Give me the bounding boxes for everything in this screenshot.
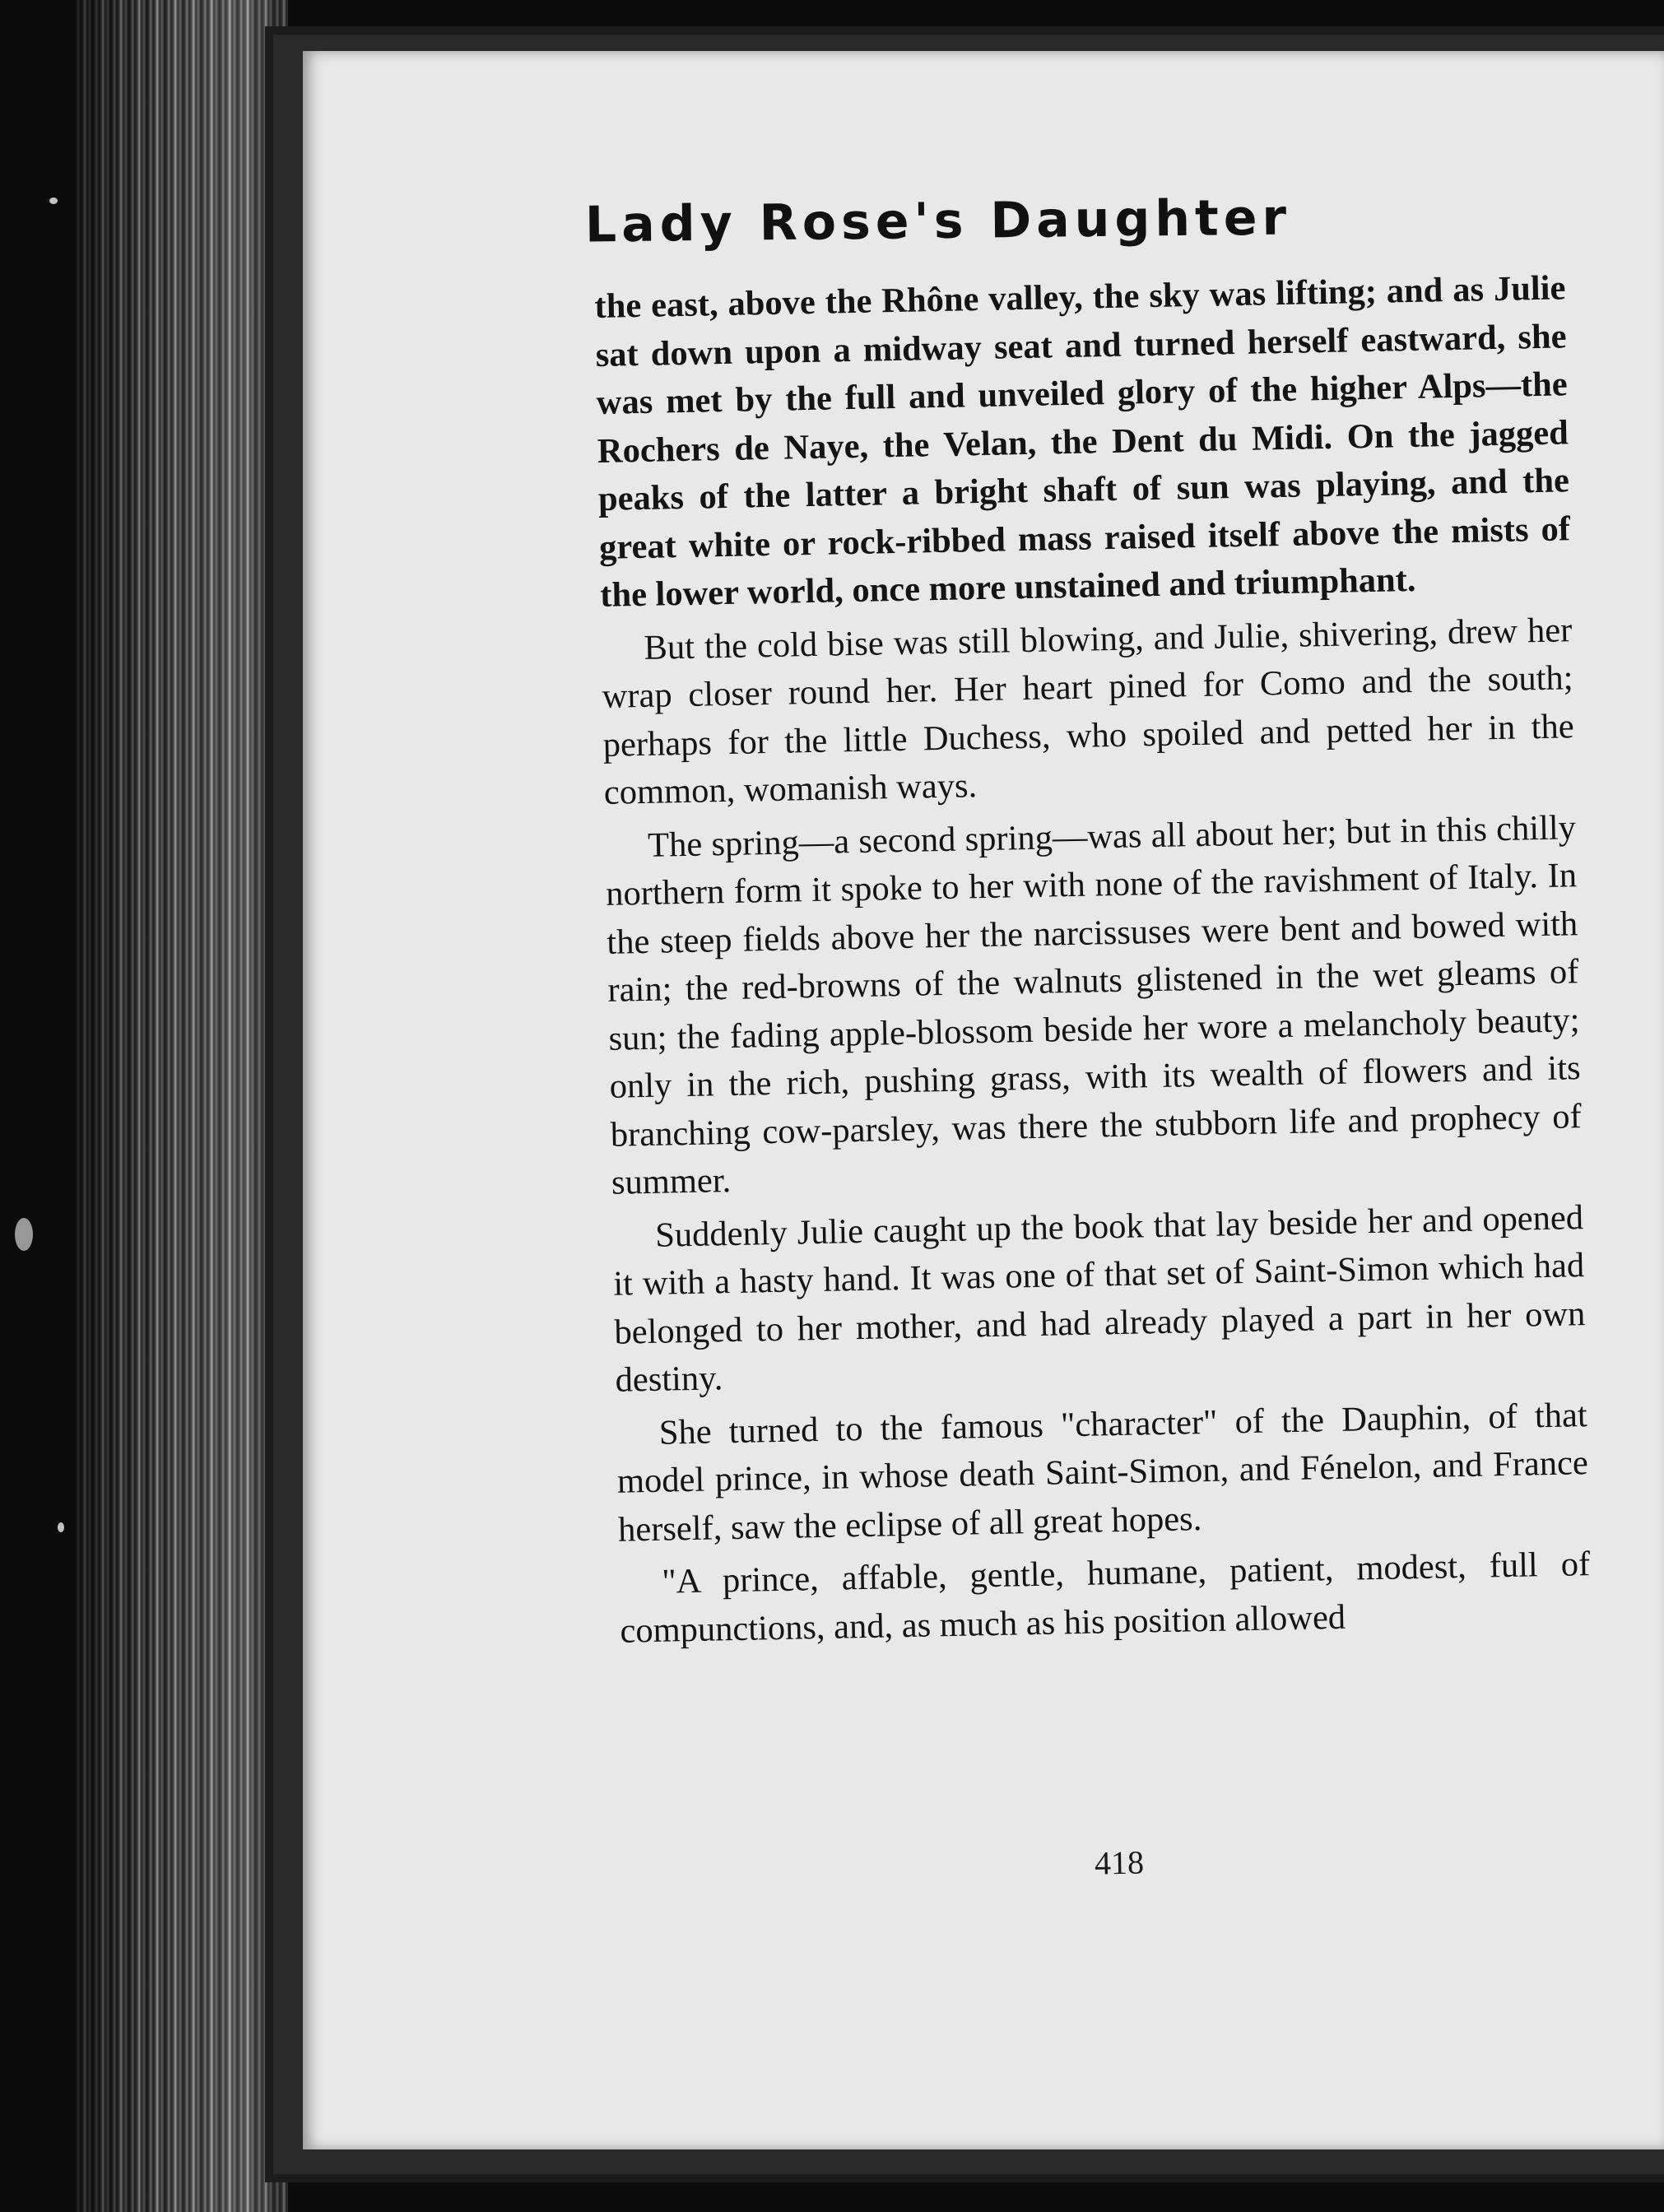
paragraph-5: She turned to the famous "character" of the Dauphin, of that model prince, in whose death Saint-Simon, and Fénelon, and France herself, saw the eclipse of all great hopes. [616,1395,1589,1550]
scan-speck [15,1218,33,1251]
paragraph-6: "A prince, affable, gentle, humane, patient, modest, full of compunctions, and, as much as his position allowed [619,1545,1591,1651]
body-text [594,264,1592,1660]
page-number: 418 [1094,1843,1145,1882]
running-head: Lady Rose's Daughter [584,188,1292,254]
scan-speck [49,198,58,204]
paragraph-2: But the cold bise was still blowing, and Julie, shivering, drew her wrap closer round her. Her heart pined for Como and the south; perhaps for the little Duchess, who spoiled and petted her in the common, womanish ways. [602,610,1575,812]
paragraph-3: The spring—a second spring—was all about her; but in this chilly northern form it spoke to her with none of the ravishment of Italy. In the steep fields above her the narcissuses were bent and bowed with rain; the red-browns of the walnuts glistened in the wet gleams of sun; the fading apple-blossom beside her wore a melancholy beauty; only in the rich, pushing grass, with its wealth of flowers and its branching cow-parsley, was there the stubborn life and prophecy of summer. [605,807,1583,1202]
paragraph-1: the east, above the Rhône valley, the sky was lifting; and as Julie sat down upon a midway seat and turned herself eastward, she was met by the full and unveiled glory of the higher Alps—the Rochers de Naye, the Velan, the Dent du Midi. On the jagged peaks of the latter a bright shaft of sun was playing, and the great white or rock-ribbed mass raised itself above the mists of the lower world, once more unstained and triumphant. [594,268,1571,615]
paragraph-4: Suddenly Julie caught up the book that lay beside her and opened it with a hasty hand. It was one of that set of Saint-Simon which had belonged to her mother, and had already played a part in her own destiny. [612,1197,1586,1400]
book-page-edges [74,0,288,2212]
scan-speck [58,1522,64,1532]
